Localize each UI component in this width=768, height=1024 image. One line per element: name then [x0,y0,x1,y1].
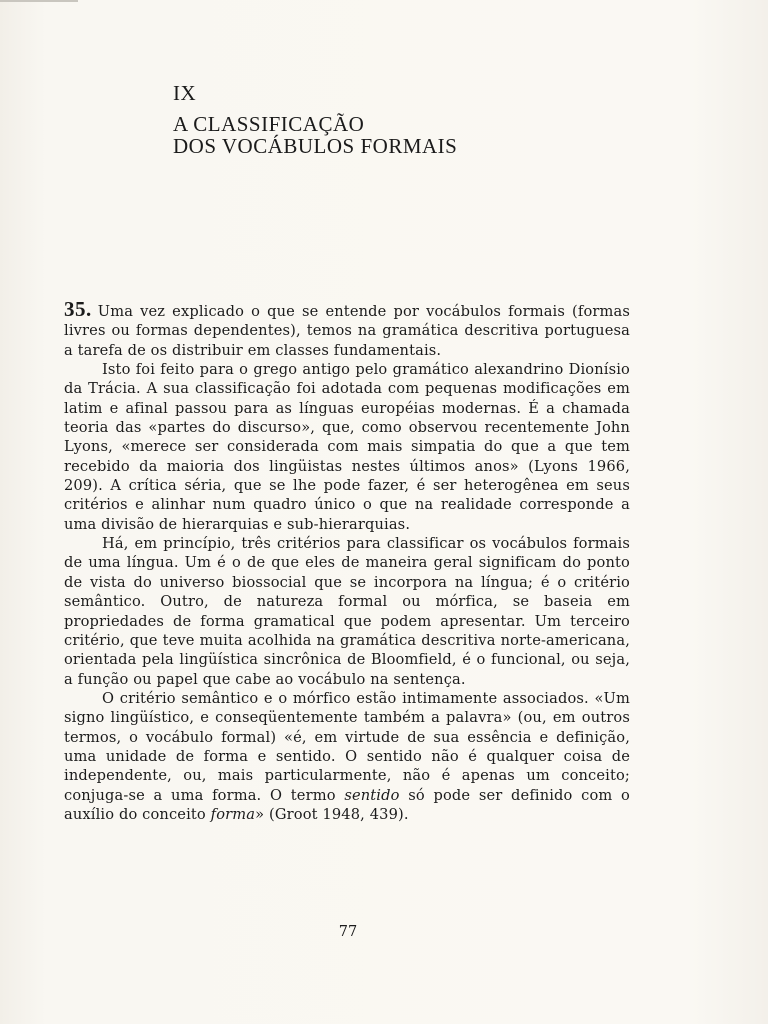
chapter-title-line-1: A CLASSIFICAÇÃO [173,112,365,136]
scan-edge-mark [0,0,78,2]
chapter-title-line-2: DOS VOCÁBULOS FORMAIS [173,134,458,158]
body-text [64,297,630,824]
chapter-heading [173,82,457,157]
italic-term-forma: forma [210,805,256,823]
paragraph-2: Isto foi feito para o grego antigo pelo gramático alexandrino Dionísio da Trácia. A sua classificação foi adotada com pequenas modificações em latim e afinal passou para as línguas européias modernas. É a chamada teoria das «partes do discurso», que, como observou recentemente John Lyons, «merece ser considerada com mais simpatia do que a que tem recebido da maioria dos lingüistas nestes últimos anos» (Lyons 1966, 209). A crítica séria, que se lhe pode fazer, é ser heterogênea em seus critérios e alinhar num quadro único o que na realidade corresponde a uma divisão de hierarquias e sub-hierarquias. [64,361,630,533]
paragraph-1-text: Uma vez explicado o que se entende por vocábulos formais (formas livres ou formas dependentes), temos na gramática descritiva portuguesa a tarefa de os distribuir em classes fundamentais. [64,303,630,359]
chapter-number: IX [173,81,197,105]
italic-term-sentido: sentido [344,786,400,804]
paragraph-3: Há, em princípio, três critérios para classificar os vocábulos formais de uma língua. Um é o de que eles de maneira geral significam do ponto de vista do universo biossocial que se incorpora na língua; é o critério semântico. Outro, de natureza formal ou mórfica, se baseia em propriedades de forma gramatical que podem apresentar. Um terceiro critério, que teve muita acolhida na gramática descritiva norte-americana, orientada pela lingüística sincrônica de Bloomfield, é o funcional, ou seja, a função ou papel que cabe ao vocábulo na sentença. [64,535,630,688]
paragraph-4-text-b: só pode ser definido com o auxílio do conceito [64,786,630,823]
paragraph-4-text-a: O critério semântico e o mórfico estão intimamente associados. «Um signo lingüístico, e conseqüentemente também a palavra» (ou, em outros termos, o vocábulo formal) «é, em virtude de sua essência e definição, uma unidade de forma e sentido. O sentido não é qualquer coisa de independente, ou, mais particularmente, não é apenas um conceito; conjuga-se a uma forma. O termo [64,689,630,804]
paragraph-1 [64,297,630,360]
page-number: 77 [338,924,358,940]
paragraph-4 [64,689,630,824]
paragraph-4-text-c: » (Groot 1948, 439). [255,805,409,823]
section-number: 35. [64,297,92,321]
